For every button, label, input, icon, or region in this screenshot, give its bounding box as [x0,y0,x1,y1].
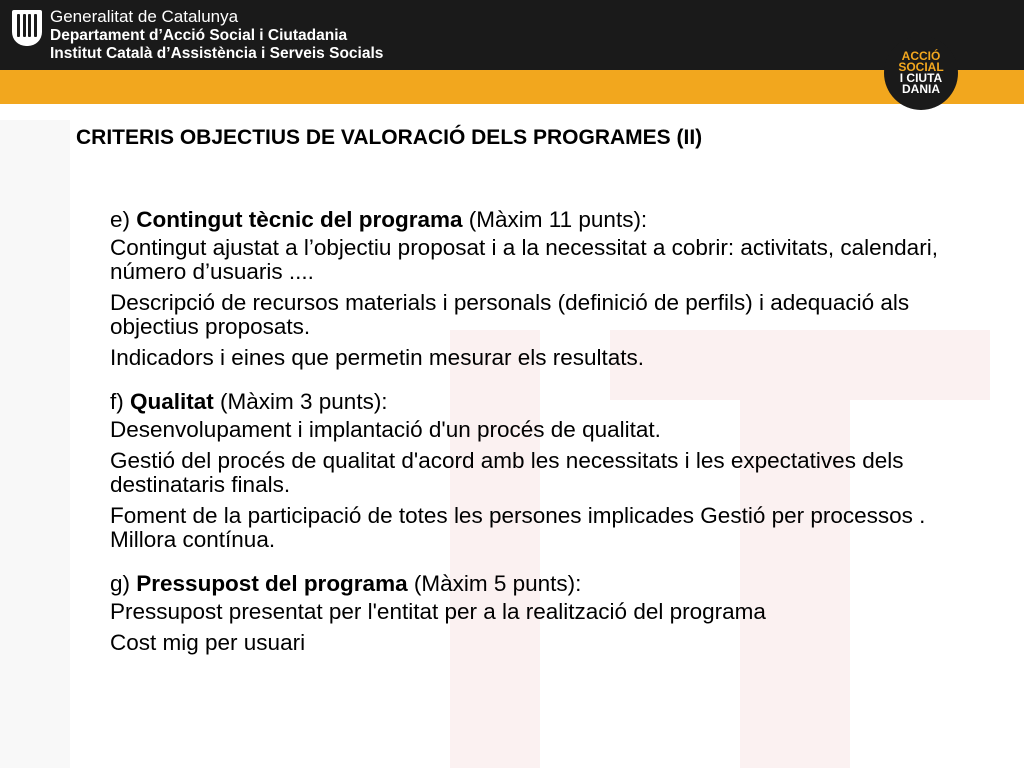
logo-line: ACCIÓ [901,49,941,63]
criterion-item: Contingut ajustat a l’objectiu proposat i a la necessitat a cobrir: activitats, calendari, número d’usuaris .... [110,235,938,284]
criterion-f [110,390,980,552]
criterion-name: Qualitat [130,389,214,414]
criterion-item: Indicadors i eines que permetin mesurar els resultats. [110,345,645,370]
watermark-shape [0,120,70,768]
institute-name: Institut Català d’Assistència i Serveis Socials [50,45,384,62]
criterion-item: Descripció de recursos materials i personals (definició de perfils) i adequació als objectius proposats. [110,290,910,339]
criterion-item: Foment de la participació de totes les persones implicades Gestió per processos . Millora contínua. [110,503,926,552]
page-title: CRITERIS OBJECTIUS DE VALORACIÓ DELS PROGRAMES (II) [76,126,703,149]
department-name: Departament d’Acció Social i Ciutadania [50,27,348,44]
criterion-g [110,572,980,655]
criterion-heading: f) Qualitat (Màxim 3 punts): [110,389,388,414]
criterion-heading: e) Contingut tècnic del programa (Màxim 11 punts): [110,207,648,232]
criterion-e [110,208,980,370]
criterion-name: Pressupost del programa [136,571,408,596]
header-bar [0,0,1024,70]
logo-line: DANIA [902,82,940,96]
criterion-item: Desenvolupament i implantació d'un procés de qualitat. [110,417,661,442]
criterion-item: Cost mig per usuari [110,630,306,655]
criteria-content [110,208,980,655]
accio-social-logo [884,36,958,110]
org-name: Generalitat de Catalunya [50,7,239,26]
logo-line: SOCIAL [898,60,944,74]
criterion-name: Contingut tècnic del programa [136,207,463,232]
criterion-heading: g) Pressupost del programa (Màxim 5 punts): [110,571,582,596]
criterion-item: Pressupost presentat per l'entitat per a la realització del programa [110,599,766,624]
logo-line: I CIUTA [899,71,943,85]
header-stripe [0,70,1024,104]
generalitat-emblem-icon [12,10,42,46]
criterion-item: Gestió del procés de qualitat d'acord amb les necessitats i les expectatives dels destinataris finals. [110,448,904,497]
